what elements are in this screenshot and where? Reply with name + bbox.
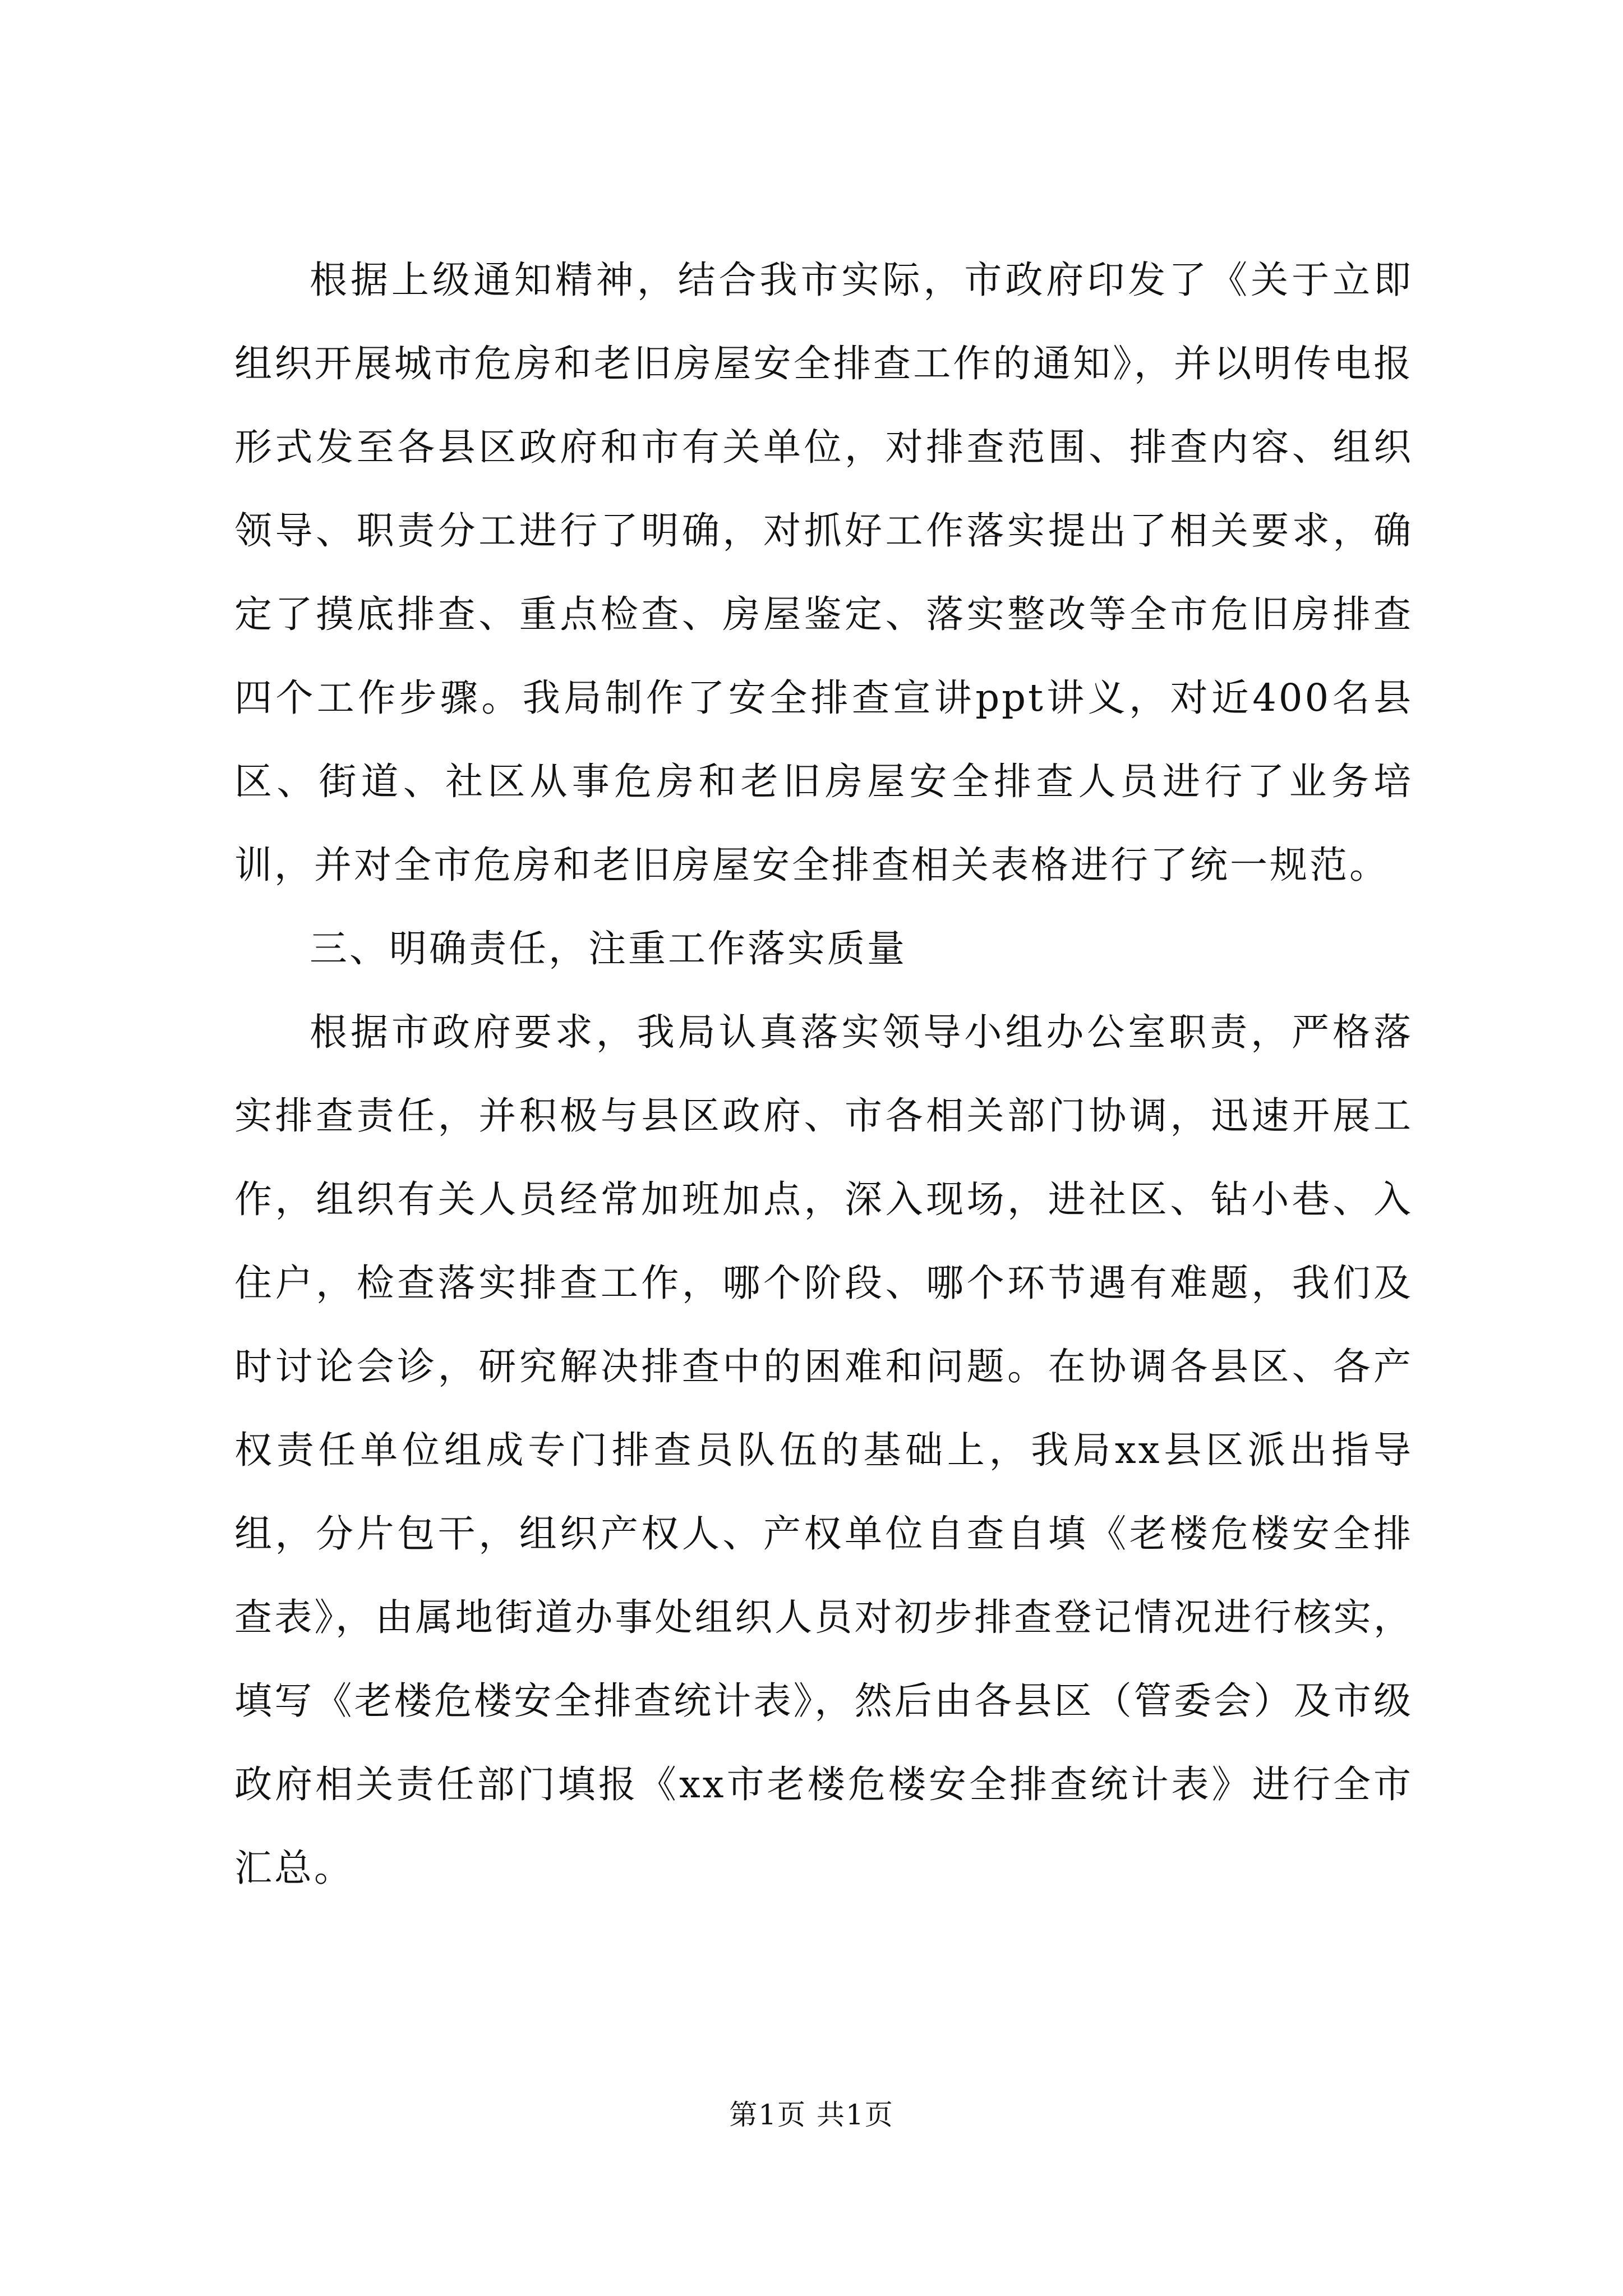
paragraph-training: 根据上级通知精神，结合我市实际，市政府印发了《关于立即组织开展城市危房和老旧房屋安全排查工作的通知》，并以明传电报形式发至各县区政府和市有关单位，对排查范围、排查内容、组织领导、职责分工进行了明确，对抓好工作落实提出了相关要求，确定了摸底排查、重点检查、房屋鉴定、落实整改等全市危旧房排查四个工作步骤。我局制作了安全排查宣讲ppt讲义，对近400名县区、街道、社区从事危房和老旧房屋安全排查人员进行了业务培训，并对全市危房和老旧房屋安全排查相关表格进行了统一规范。	[234, 258, 1413, 887]
paragraph-responsibility: 根据市政府要求，我局认真落实领导小组办公室职责，严格落实排查责任，并积极与县区政府、市各相关部门协调，迅速开展工作，组织有关人员经常加班加点，深入现场，进社区、钻小巷、入住户，检查落实排查工作，哪个阶段、哪个环节遇有难题，我们及时讨论会诊，研究解决排查中的困难和问题。在协调各县区、各产权责任单位组成专门排查员队伍的基础上，我局xx县区派出指导组，分片包干，组织产权人、产权单位自查自填《老楼危楼安全排查表》，由属地街道办事处组织人员对初步排查登记情况进行核实，填写《老楼危楼安全排查统计表》，然后由各县区（管委会）及市级政府相关责任部门填报《xx市老楼危楼安全排查统计表》进行全市汇总。	[234, 1010, 1413, 1890]
document-body	[234, 238, 1413, 1910]
section-heading-3: 三、明确责任，注重工作落实质量	[310, 927, 907, 970]
page-footer: 第1页 共1页	[729, 2099, 894, 2131]
